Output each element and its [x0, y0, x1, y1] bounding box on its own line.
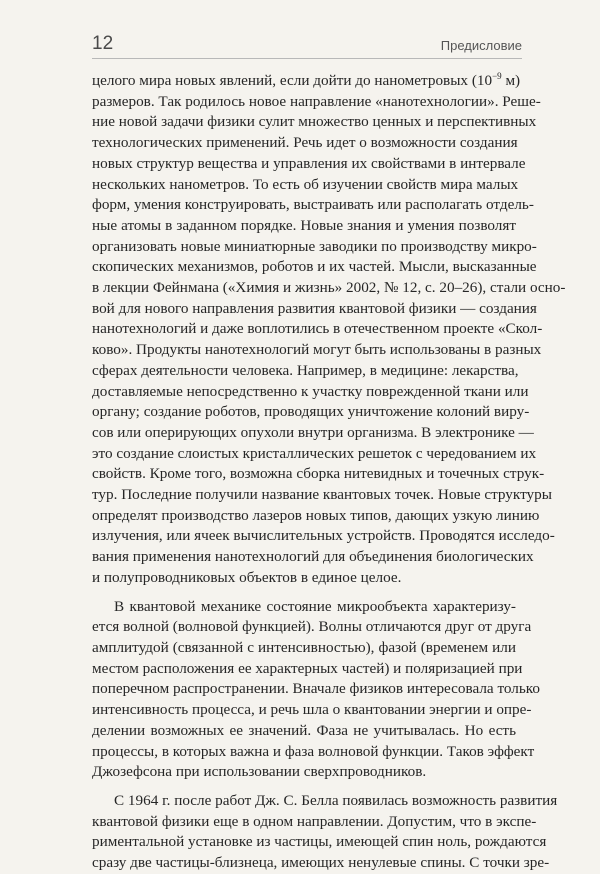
text-line: скопических механизмов, роботов и их частей. Мысли, высказанные — [92, 258, 537, 276]
text-line: целого мира новых явлений, если дойти до нанометровых ($10^{-9}$ м) — [92, 70, 521, 89]
text-line: излучения, или ячеек вычислительных устройств. Проводятся исследо- — [92, 527, 555, 545]
text-line: сразу две частицы-близнеца, имеющих ненулевые спины. С точки зре- — [92, 854, 550, 872]
text-line: и полупроводниковых объектов в единое целое. — [92, 568, 402, 586]
text-line: тур. Последние получили название квантовых точек. Новые структуры — [92, 486, 552, 504]
text-line: организовать новые миниатюрные заводики по производству микро- — [92, 237, 537, 255]
text-line: технологических применений. Речь идет о возможности создания — [92, 134, 518, 152]
text-line: интенсивность процесса, и речь шла о квантовании энергии и опре- — [92, 701, 532, 719]
text-line: ние новой задачи физики сулит множество ценных и перспективных — [92, 113, 537, 131]
text-line: размеров. Так родилось новое направление «нанотехнологии». Реше- — [92, 92, 541, 110]
text-line: определят производство лазеров новых типов, дающих узкую линию — [92, 506, 540, 524]
text-line: сов или оперирующих опухоли внутри организма. В электронике — — [92, 423, 534, 441]
exponent: −9 — [492, 70, 502, 81]
text-line: амплитудой (связанной с интенсивностью), фазой (временем или — [92, 638, 516, 656]
body-text — [92, 70, 566, 874]
text-line: квантовой физики еще в одном направлении. Допустим, что в экспе- — [92, 812, 537, 830]
text-line: С 1964 г. после работ Дж. С. Белла появилась возможность развития — [114, 791, 558, 809]
text-line: доставляемые непосредственно к участку поврежденной ткани или — [92, 382, 529, 400]
text-line: ется волной (волновой функцией). Волны отличаются друг от друга — [92, 618, 532, 636]
page-number: 12 — [92, 33, 114, 54]
text-line: свойств. Кроме того, возможна сборка нитевидных и точечных струк- — [92, 465, 545, 483]
text-line: местом расположения ее характерных частей) и поляризацией при — [92, 659, 523, 677]
text-line: это создание слоистых кристаллических решеток с чередованием их — [92, 444, 537, 462]
paragraph — [92, 70, 566, 589]
text-line: риментальной установке из частицы, имеющей спин ноль, рождаются — [92, 833, 547, 851]
text-line: органу; создание роботов, проводящих уничтожение колоний виру- — [92, 403, 530, 421]
paragraph — [92, 597, 540, 783]
text-line: Джозефсона при использовании сверхпроводников. — [92, 763, 427, 781]
text-line: делении возможных ее значений. Фаза не учитывалась. Но есть — [92, 721, 516, 739]
text-line: нескольких нанометров. То есть об изучении свойств мира малых — [92, 175, 519, 193]
text-line: ные атомы в заданном порядке. Новые знания и умения позволят — [92, 216, 516, 234]
text-line: процессы, в которых важна и фаза волновой функции. Таков эффект — [92, 742, 535, 760]
text-line: сферах деятельности человека. Например, в медицине: лекарства, — [92, 361, 519, 379]
text-line: в лекции Фейнмана («Химия и жизнь» 2002, № 12, с. 20–26), стали осно- — [92, 279, 566, 297]
text-line: новых структур вещества и управления их свойствами в интервале — [92, 154, 526, 172]
paragraph — [92, 791, 558, 874]
text-line: поперечном распространении. Вначале физиков интересовала только — [92, 680, 540, 698]
text-line: нанотехнологий и даже воплотились в отечественном проекте «Скол- — [92, 320, 543, 338]
text-line: В квантовой механике состояние микрообъекта характеризу- — [114, 597, 516, 615]
text-line: ково». Продукты нанотехнологий могут быть использованы в разных — [92, 341, 542, 359]
text-line: вания применения нанотехнологий для объединения биологических — [92, 548, 534, 566]
running-head-section-title: Предисловие — [440, 38, 522, 53]
header-rule — [92, 58, 522, 59]
text-line: форм, умения конструировать, выстраивать или располагать отдель- — [92, 196, 534, 214]
text-line: вой для нового направления развития квантовой физики — создания — [92, 299, 537, 317]
